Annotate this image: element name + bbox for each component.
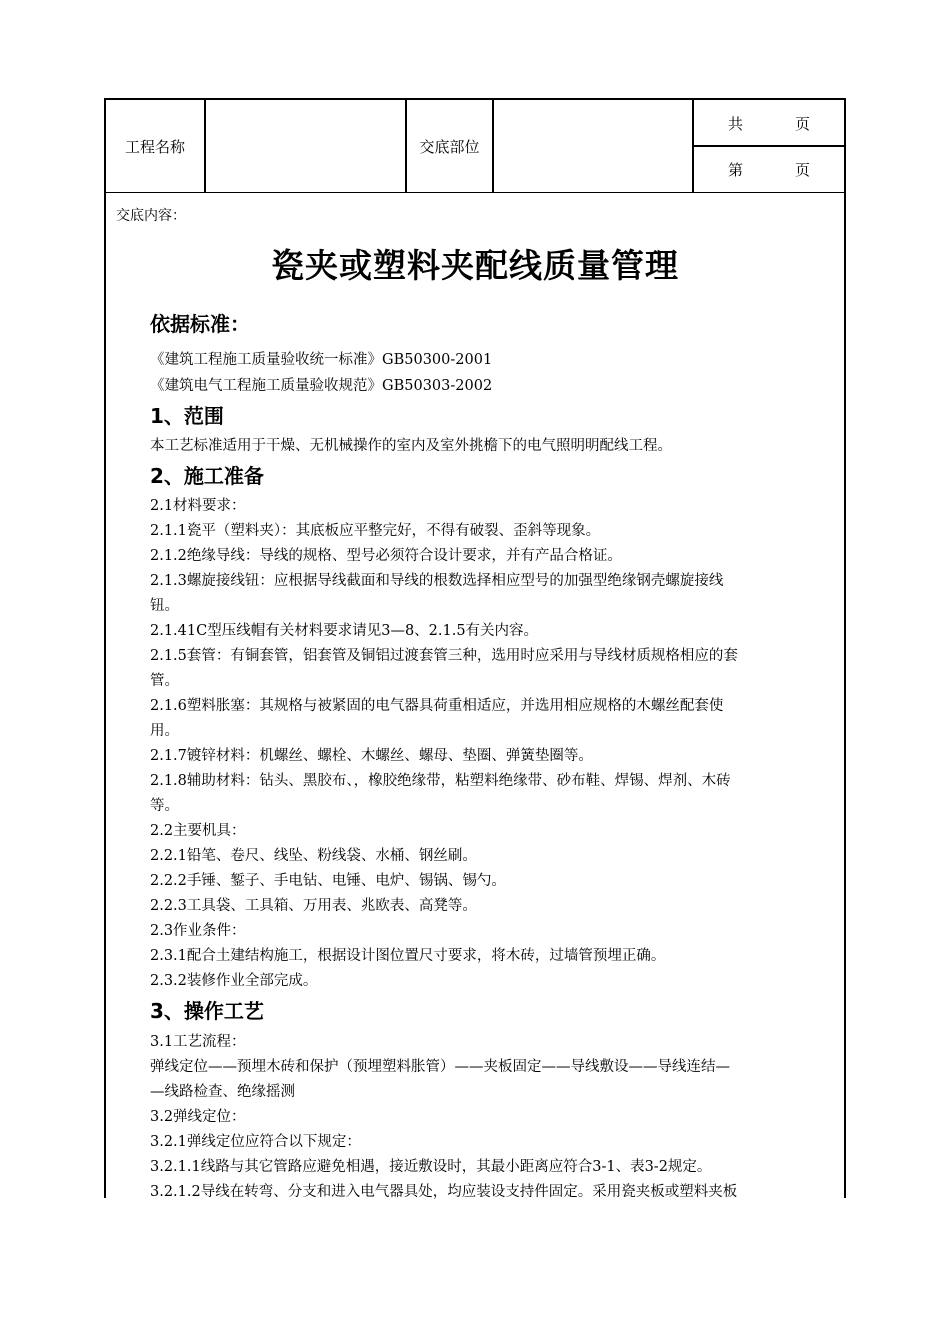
text-line: 2.1.3螺旋接线钮：应根据导线截面和导线的根数选择相应型号的加强型绝缘钢壳螺旋接线 bbox=[150, 573, 724, 589]
text-line: 3.2.1.1线路与其它管路应避免相遇，接近敷设时，其最小距离应符合3-1、表3-2规定。 bbox=[150, 1159, 712, 1175]
part-value[interactable] bbox=[494, 100, 692, 192]
text-line: 2.3.2装修作业全部完成。 bbox=[150, 973, 318, 989]
section-heading: 1、范围 bbox=[150, 404, 224, 428]
text-line: 2.1.6塑料胀塞：其规格与被紧固的电气器具荷重相适应，并选用相应规格的木螺丝配套使 bbox=[150, 698, 724, 714]
document-title: 瓷夹或塑料夹配线质量管理 bbox=[271, 246, 679, 285]
text-line: 2.1.5套管：有铜套管，铝套管及铜铝过渡套管三种，选用时应采用与导线材质规格相应的套 bbox=[150, 648, 738, 664]
text-line: 2.3作业条件： bbox=[150, 923, 246, 939]
project-name-label: 工程名称 bbox=[124, 137, 185, 156]
text-line: 3.2.1弹线定位应符合以下规定： bbox=[150, 1134, 361, 1150]
text-line: 管。 bbox=[150, 673, 179, 689]
total-pages bbox=[694, 100, 844, 146]
page-number bbox=[694, 146, 844, 192]
text-line: 2.1.7镀锌材料：机螺丝、螺栓、木螺丝、螺母、垫圈、弹簧垫圈等。 bbox=[150, 748, 593, 764]
text-line: 钮。 bbox=[150, 598, 179, 614]
text-line: 2.2.3工具袋、工具箱、万用表、兆欧表、高凳等。 bbox=[150, 898, 477, 914]
project-name-value[interactable] bbox=[206, 100, 405, 192]
total-suffix: 页 bbox=[795, 114, 811, 133]
text-line: —线路检查、绝缘摇测 bbox=[150, 1084, 295, 1100]
text-line: 用。 bbox=[150, 723, 179, 739]
basis-heading: 依据标准： bbox=[150, 312, 250, 336]
part-label: 交底部位 bbox=[419, 137, 480, 156]
text-line: 3.1工艺流程： bbox=[150, 1034, 246, 1050]
disclosure-form bbox=[104, 98, 846, 1198]
page-suffix: 页 bbox=[795, 160, 811, 179]
text-line: 弹线定位——预埋木砖和保护（预埋塑料胀管）——夹板固定——导线敷设——导线连结— bbox=[150, 1059, 730, 1075]
content-label: 交底内容： bbox=[116, 208, 186, 224]
total-prefix: 共 bbox=[728, 114, 744, 133]
text-line: 3.2弹线定位： bbox=[150, 1109, 246, 1125]
section-heading: 3、操作工艺 bbox=[150, 999, 264, 1023]
standard-line: 《建筑工程施工质量验收统一标准》GB50300-2001 bbox=[150, 352, 493, 368]
text-line: 等。 bbox=[150, 798, 179, 814]
text-line: 3.2.1.2导线在转弯、分支和进入电气器具处，均应装设支持件固定。采用瓷夹板或塑料夹板 bbox=[150, 1184, 738, 1200]
text-line: 本工艺标准适用于干燥、无机械操作的室内及室外挑檐下的电气照明明配线工程。 bbox=[150, 438, 672, 454]
text-line: 2.2主要机具： bbox=[150, 823, 246, 839]
text-line: 2.1材料要求： bbox=[150, 498, 246, 514]
text-line: 2.1.1瓷平（塑料夹）：其底板应平整完好，不得有破裂、歪斜等现象。 bbox=[150, 523, 601, 539]
section-heading: 2、施工准备 bbox=[150, 464, 264, 488]
text-line: 2.1.2绝缘导线：导线的规格、型号必须符合设计要求，并有产品合格证。 bbox=[150, 548, 622, 564]
page-prefix: 第 bbox=[728, 160, 744, 179]
standard-line: 《建筑电气工程施工质量验收规范》GB50303-2002 bbox=[150, 378, 493, 394]
form-header bbox=[106, 100, 844, 193]
text-line: 2.3.1配合土建结构施工，根据设计图位置尺寸要求，将木砖，过墙管预埋正确。 bbox=[150, 948, 666, 964]
text-line: 2.1.41C型压线帽有关材料要求请见3—8、2.1.5有关内容。 bbox=[150, 623, 539, 639]
text-line: 2.2.2手锤、錾子、手电钻、电锤、电炉、锡锅、锡勺。 bbox=[150, 873, 506, 889]
text-line: 2.2.1铅笔、卷尺、线坠、粉线袋、水桶、钢丝刷。 bbox=[150, 848, 477, 864]
text-line: 2.1.8辅助材料：钻头、黑胶布、，橡胶绝缘带，粘塑料绝缘带、砂布鞋、焊锡、焊剂、木砖 bbox=[150, 773, 731, 789]
